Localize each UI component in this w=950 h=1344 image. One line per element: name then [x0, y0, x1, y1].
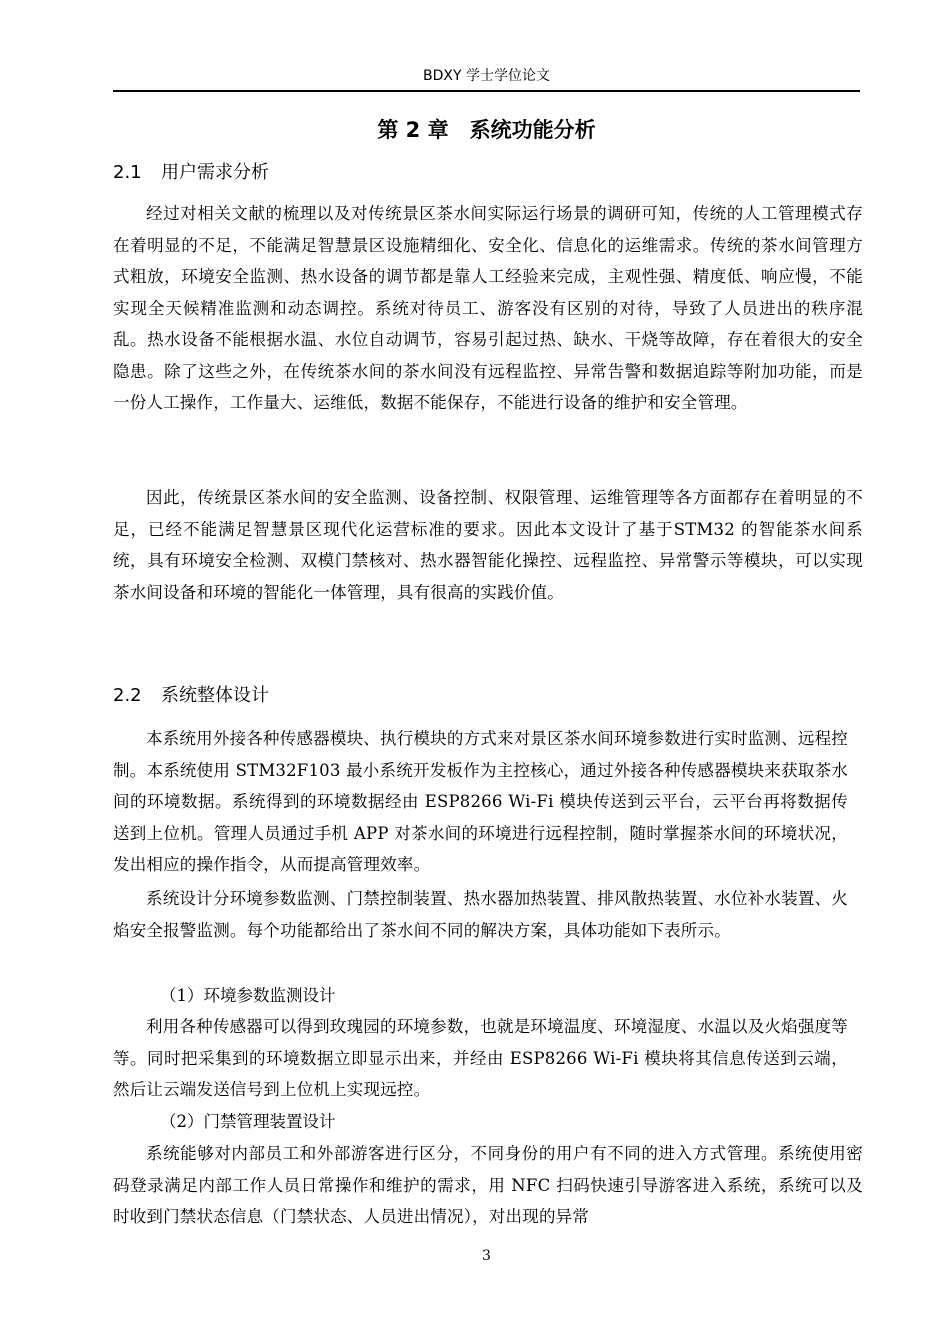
section-number: 2.1	[113, 162, 142, 183]
paragraph: 利用各种传感器可以得到玫瑰园的环境参数，也就是环境温度、环境湿度、水温以及火焰强度等等。同时把采集到的环境数据立即显示出来，并经由 ESP8266 Wi-Fi 模块将其信息传送到云端，然后让云端发送信号到上位机上实现远控。	[113, 1017, 848, 1099]
section-heading-2-2	[113, 682, 860, 710]
section-title: 系统整体设计	[161, 685, 269, 706]
section-title: 用户需求分析	[161, 162, 269, 183]
paragraph: 系统能够对内部员工和外部游客进行区分，不同身份的用户有不同的进入方式管理。系统使用密码登录满足内部工作人员日常操作和维护的需求，用 NFC 扫码快速引导游客进入系统，系统可以及时收到门禁状态信息（门禁状态、人员进出情况），对出现的异常	[113, 1144, 863, 1226]
section-heading-2-1	[113, 159, 860, 187]
section-number: 2.2	[113, 685, 142, 706]
chapter-title: 第 2 章 系统功能分析	[377, 118, 596, 142]
paragraph: 本系统用外接各种传感器模块、执行模块的方式来对景区茶水间环境参数进行实时监测、远程控制。本系统使用 STM32F103 最小系统开发板作为主控核心，通过外接各种传感器模块来获取茶水间的环境数据。系统得到的环境数据经由 ESP8266 Wi-Fi 模块传送到云平台，云平台再将数据传送到上位机。管理人员通过手机 APP 对茶水间的环境进行远程控制，随时掌握茶水间的环境状况，发出相应的操作指令，从而提高管理效率。	[113, 729, 848, 874]
running-header: BDXY 学士学位论文	[423, 68, 550, 84]
paragraph: 因此，传统景区茶水间的安全监测、设备控制、权限管理、运维管理等各方面都存在着明显的不足，已经不能满足智慧景区现代化运营标准的要求。因此本文设计了基于STM32 的智能茶水间系统，具有环境安全检测、双模门禁核对、热水器智能化操控、远程监控、异常警示等模块，可以实现茶水间设备和环境的智能化一体管理，具有很高的实践价值。	[113, 488, 863, 602]
item-heading: （1）环境参数监测设计	[160, 986, 336, 1005]
header-rule	[113, 90, 860, 92]
paragraph: 系统设计分环境参数监测、门禁控制装置、热水器加热装置、排风散热装置、水位补水装置、火焰安全报警监测。每个功能都给出了茶水间不同的解决方案，具体功能如下表所示。	[113, 889, 848, 940]
item-heading: （2）门禁管理装置设计	[160, 1112, 336, 1131]
paragraph: 经过对相关文献的梳理以及对传统景区茶水间实际运行场景的调研可知，传统的人工管理模式存在着明显的不足，不能满足智慧景区设施精细化、安全化、信息化的运维需求。传统的茶水间管理方式粗放，环境安全监测、热水设备的调节都是靠人工经验来完成，主观性强、精度低、响应慢，不能实现全天候精准监测和动态调控。系统对待员工、游客没有区别的对待，导致了人员进出的秩序混乱。热水设备不能根据水温、水位自动调节，容易引起过热、缺水、干烧等故障，存在着很大的安全隐患。除了这些之外，在传统茶水间的茶水间没有远程监控、异常告警和数据追踪等附加功能，而是一份人工操作，工作量大、运维低，数据不能保存，不能进行设备的维护和安全管理。	[113, 204, 863, 412]
page-number: 3	[482, 1248, 491, 1264]
